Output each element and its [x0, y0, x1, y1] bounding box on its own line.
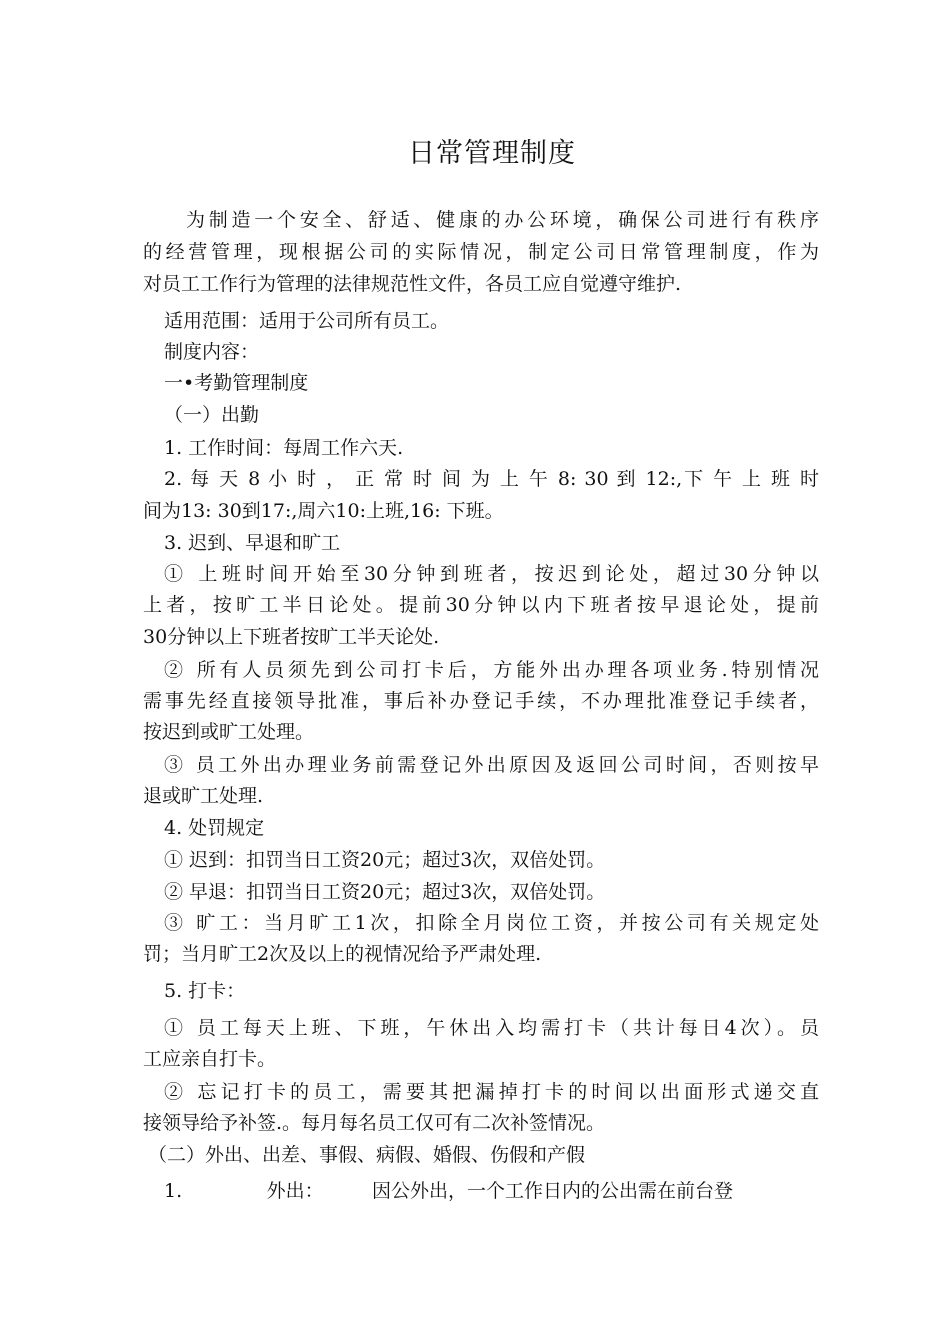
- clause-line: 需事先经直接领导批准，事后补办登记手续，不办理批准登记手续者，: [143, 690, 819, 712]
- clause-line: ③ 员工外出办理业务前需登记外出原因及返回公司时间，否则按早: [164, 754, 819, 776]
- penalty-line: ② 早退：扣罚当日工资20元；超过3次，双倍处罚。: [164, 881, 606, 903]
- intro-paragraph-line: 为制造一个安全、舒适、健康的办公环境，确保公司进行有秩序: [186, 209, 819, 231]
- subsection-heading: （二）外出、出差、事假、病假、婚假、伤假和产假: [148, 1144, 586, 1166]
- content-heading: 制度内容：: [164, 341, 260, 363]
- clause-line: 30分钟以上下班者按旷工半天论处.: [143, 626, 440, 648]
- clause-line: ② 所有人员须先到公司打卡后，方能外出办理各项业务.特别情况: [164, 659, 819, 681]
- clause-line: 上者，按旷工半日论处。提前30分钟以内下班者按早退论处，提前: [143, 594, 819, 616]
- clause-line: 1. 工作时间：每周工作六天.: [164, 437, 404, 459]
- clause-line: 1. 外出： 因公外出，一个工作日内的公出需在前台登: [164, 1180, 733, 1202]
- penalty-line: 罚；当月旷工2次及以上的视情况给予严肃处理.: [143, 943, 542, 965]
- clause-line: 2. 每 天 8 小 时 ， 正 常 时 间 为 上 午 8: 30 到 12:,下 午 上 班 时: [164, 468, 819, 490]
- clause-line: 接领导给予补签.。每月每名员工仅可有二次补签情况。: [143, 1112, 606, 1134]
- intro-paragraph-line: 的经营管理，现根据公司的实际情况，制定公司日常管理制度，作为: [143, 241, 819, 263]
- clause-line: 按迟到或旷工处理。: [143, 721, 315, 743]
- clause-line: 工应亲自打卡。: [143, 1048, 277, 1070]
- intro-paragraph-line: 对员工工作行为管理的法律规范性文件，各员工应自觉遵守维护.: [143, 273, 682, 295]
- subsection-heading: （一）出勤: [164, 404, 260, 426]
- penalty-line: ③ 旷工：当月旷工1次，扣除全月岗位工资，并按公司有关规定处: [164, 912, 819, 934]
- clause-heading: 3. 迟到、早退和旷工: [164, 532, 341, 554]
- section-heading: 一•考勤管理制度: [164, 372, 309, 394]
- clause-heading: 5. 打卡：: [164, 980, 246, 1002]
- scope-line: 适用范围：适用于公司所有员工。: [164, 310, 450, 332]
- penalty-line: ① 迟到：扣罚当日工资20元；超过3次，双倍处罚。: [164, 849, 606, 871]
- clause-line: ① 上班时间开始至30分钟到班者，按迟到论处，超过30分钟以: [164, 563, 819, 585]
- clause-line: 退或旷工处理.: [143, 785, 264, 807]
- clause-heading: 4. 处罚规定: [164, 817, 265, 839]
- document-title: 日常管理制度: [408, 138, 576, 169]
- clause-line: ② 忘记打卡的员工，需要其把漏掉打卡的时间以出面形式递交直: [164, 1081, 819, 1103]
- clause-line: ① 员工每天上班、下班，午休出入均需打卡（共计每日4次）。员: [164, 1017, 819, 1039]
- clause-line: 间为13: 30到17:,周六10:上班,16: 下班。: [143, 500, 504, 522]
